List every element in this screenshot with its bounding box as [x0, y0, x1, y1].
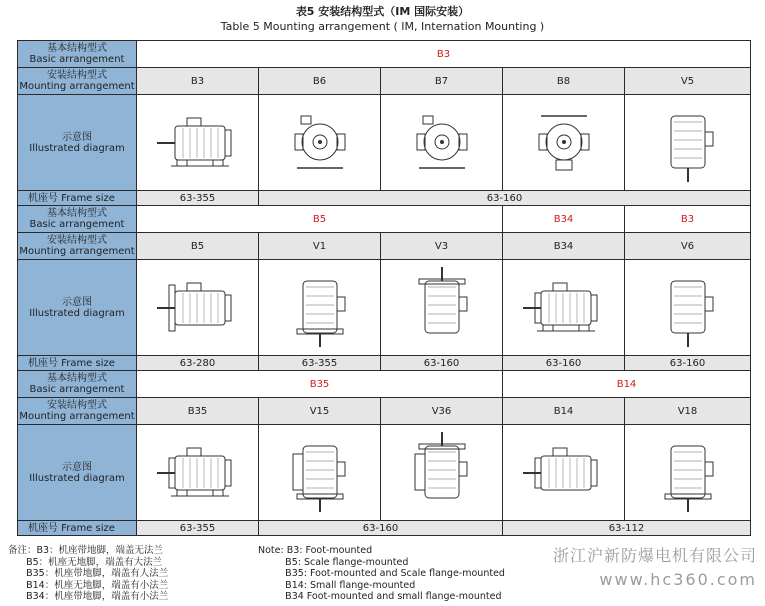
diagram-cell [381, 260, 503, 356]
ceiling-motor-icon [519, 102, 609, 184]
basic-arrangement-value: B14 [503, 371, 751, 398]
frame-size-value: 63-112 [503, 521, 751, 536]
diagram-cell [259, 95, 381, 191]
frame-size-value: 63-160 [259, 191, 751, 206]
basic-row [18, 41, 751, 68]
vertical-foot-flange-motor-icon [275, 432, 365, 514]
mounting-arrangement-label: 安装结构型式 Mounting arrangement [18, 398, 137, 425]
mounting-arrangement-value: B3 [137, 68, 259, 95]
mounting-arrangement-value: V15 [259, 398, 381, 425]
diagram-row [18, 425, 751, 521]
basic-arrangement-label: 基本结构型式 Basic arrangement [18, 41, 137, 68]
notes-en: Note: B3: Foot-mounted B5: Scale flange-mounted B35: Foot-mounted and Scale flange-mounted B14: Small flange-mounted B34 Foot-mounted and small flange-mounted [258, 545, 505, 602]
flange-motor-icon [153, 267, 243, 349]
basic-arrangement-value: B35 [137, 371, 503, 398]
mounting-row [18, 398, 751, 425]
watermark-url: www.hc360.com [599, 570, 757, 589]
vertical-flange-up-motor-icon [397, 267, 487, 349]
frame-size-label: 机座号 Frame size [18, 191, 137, 206]
diagram-cell [137, 260, 259, 356]
mounting-arrangement-value: V1 [259, 233, 381, 260]
diagram-cell [625, 425, 751, 521]
foot-wall-motor-icon [397, 102, 487, 184]
frame-size-value: 63-355 [137, 521, 259, 536]
diagram-cell [137, 95, 259, 191]
vertical-motor-icon [643, 267, 733, 349]
vertical-small-flange-motor-icon [643, 432, 733, 514]
diagram-row [18, 260, 751, 356]
frame-size-value: 63-355 [259, 356, 381, 371]
frame-size-value: 63-280 [137, 356, 259, 371]
mounting-arrangement-value: V5 [625, 68, 751, 95]
frame-size-row [18, 356, 751, 371]
mounting-arrangement-value: B8 [503, 68, 625, 95]
frame-size-value: 63-355 [137, 191, 259, 206]
illustrated-diagram-label: 示意图 Illustrated diagram [18, 425, 137, 521]
basic-arrangement-value: B3 [625, 206, 751, 233]
mounting-table [17, 40, 751, 536]
diagram-cell [381, 425, 503, 521]
mounting-arrangement-label: 安装结构型式 Mounting arrangement [18, 233, 137, 260]
foot-motor-icon [153, 102, 243, 184]
diagram-cell [137, 425, 259, 521]
frame-size-value: 63-160 [259, 521, 503, 536]
diagram-cell [503, 425, 625, 521]
foot-flange-motor-icon [519, 267, 609, 349]
mounting-arrangement-value: B7 [381, 68, 503, 95]
mounting-arrangement-value: B34 [503, 233, 625, 260]
notes-cn: 备注：B3：机座带地脚，端盖无法兰 B5：机座无地脚，端盖有大法兰 B35：机座带地脚，端盖有人法兰 B14：机座无地脚，端盖有小法兰 B34：机座带地脚，端盖有小法兰 [8, 545, 169, 602]
mounting-arrangement-value: B6 [259, 68, 381, 95]
diagram-cell [503, 260, 625, 356]
mounting-arrangement-value: V6 [625, 233, 751, 260]
mounting-arrangement-value: V36 [381, 398, 503, 425]
vertical-foot-flange-up-motor-icon [397, 432, 487, 514]
diagram-cell [625, 260, 751, 356]
illustrated-diagram-label: 示意图 Illustrated diagram [18, 95, 137, 191]
frame-size-label: 机座号 Frame size [18, 521, 137, 536]
diagram-cell [503, 95, 625, 191]
diagram-cell [625, 95, 751, 191]
basic-arrangement-value: B3 [137, 41, 751, 68]
mounting-arrangement-value: V18 [625, 398, 751, 425]
mounting-arrangement-value: V3 [381, 233, 503, 260]
table-title-cn: 表5 安装结构型式（IM 国际安装） [295, 5, 470, 18]
mounting-arrangement-label: 安装结构型式 Mounting arrangement [18, 68, 137, 95]
basic-arrangement-value: B34 [503, 206, 625, 233]
basic-arrangement-value: B5 [137, 206, 503, 233]
diagram-cell [259, 260, 381, 356]
mounting-arrangement-value: B5 [137, 233, 259, 260]
illustrated-diagram-label: 示意图 Illustrated diagram [18, 260, 137, 356]
frame-size-row [18, 191, 751, 206]
frame-size-value: 63-160 [381, 356, 503, 371]
frame-size-value: 63-160 [503, 356, 625, 371]
basic-arrangement-label: 基本结构型式 Basic arrangement [18, 371, 137, 398]
table-title-en: Table 5 Mounting arrangement ( IM, Internation Mounting ) [220, 20, 545, 33]
vertical-flange-motor-icon [275, 267, 365, 349]
small-flange-motor-icon [519, 432, 609, 514]
diagram-cell [259, 425, 381, 521]
basic-row [18, 206, 751, 233]
basic-arrangement-label: 基本结构型式 Basic arrangement [18, 206, 137, 233]
frame-size-value: 63-160 [625, 356, 751, 371]
watermark-company: 浙江沪新防爆电机有限公司 [552, 546, 757, 565]
diagram-cell [381, 95, 503, 191]
mounting-arrangement-value: B14 [503, 398, 625, 425]
mounting-row [18, 233, 751, 260]
frame-size-row [18, 521, 751, 536]
foot-flange-motor-icon [153, 432, 243, 514]
frame-size-label: 机座号 Frame size [18, 356, 137, 371]
basic-row [18, 371, 751, 398]
foot-wall-motor-icon [275, 102, 365, 184]
mounting-row [18, 68, 751, 95]
vertical-motor-icon [643, 102, 733, 184]
mounting-arrangement-value: B35 [137, 398, 259, 425]
diagram-row [18, 95, 751, 191]
